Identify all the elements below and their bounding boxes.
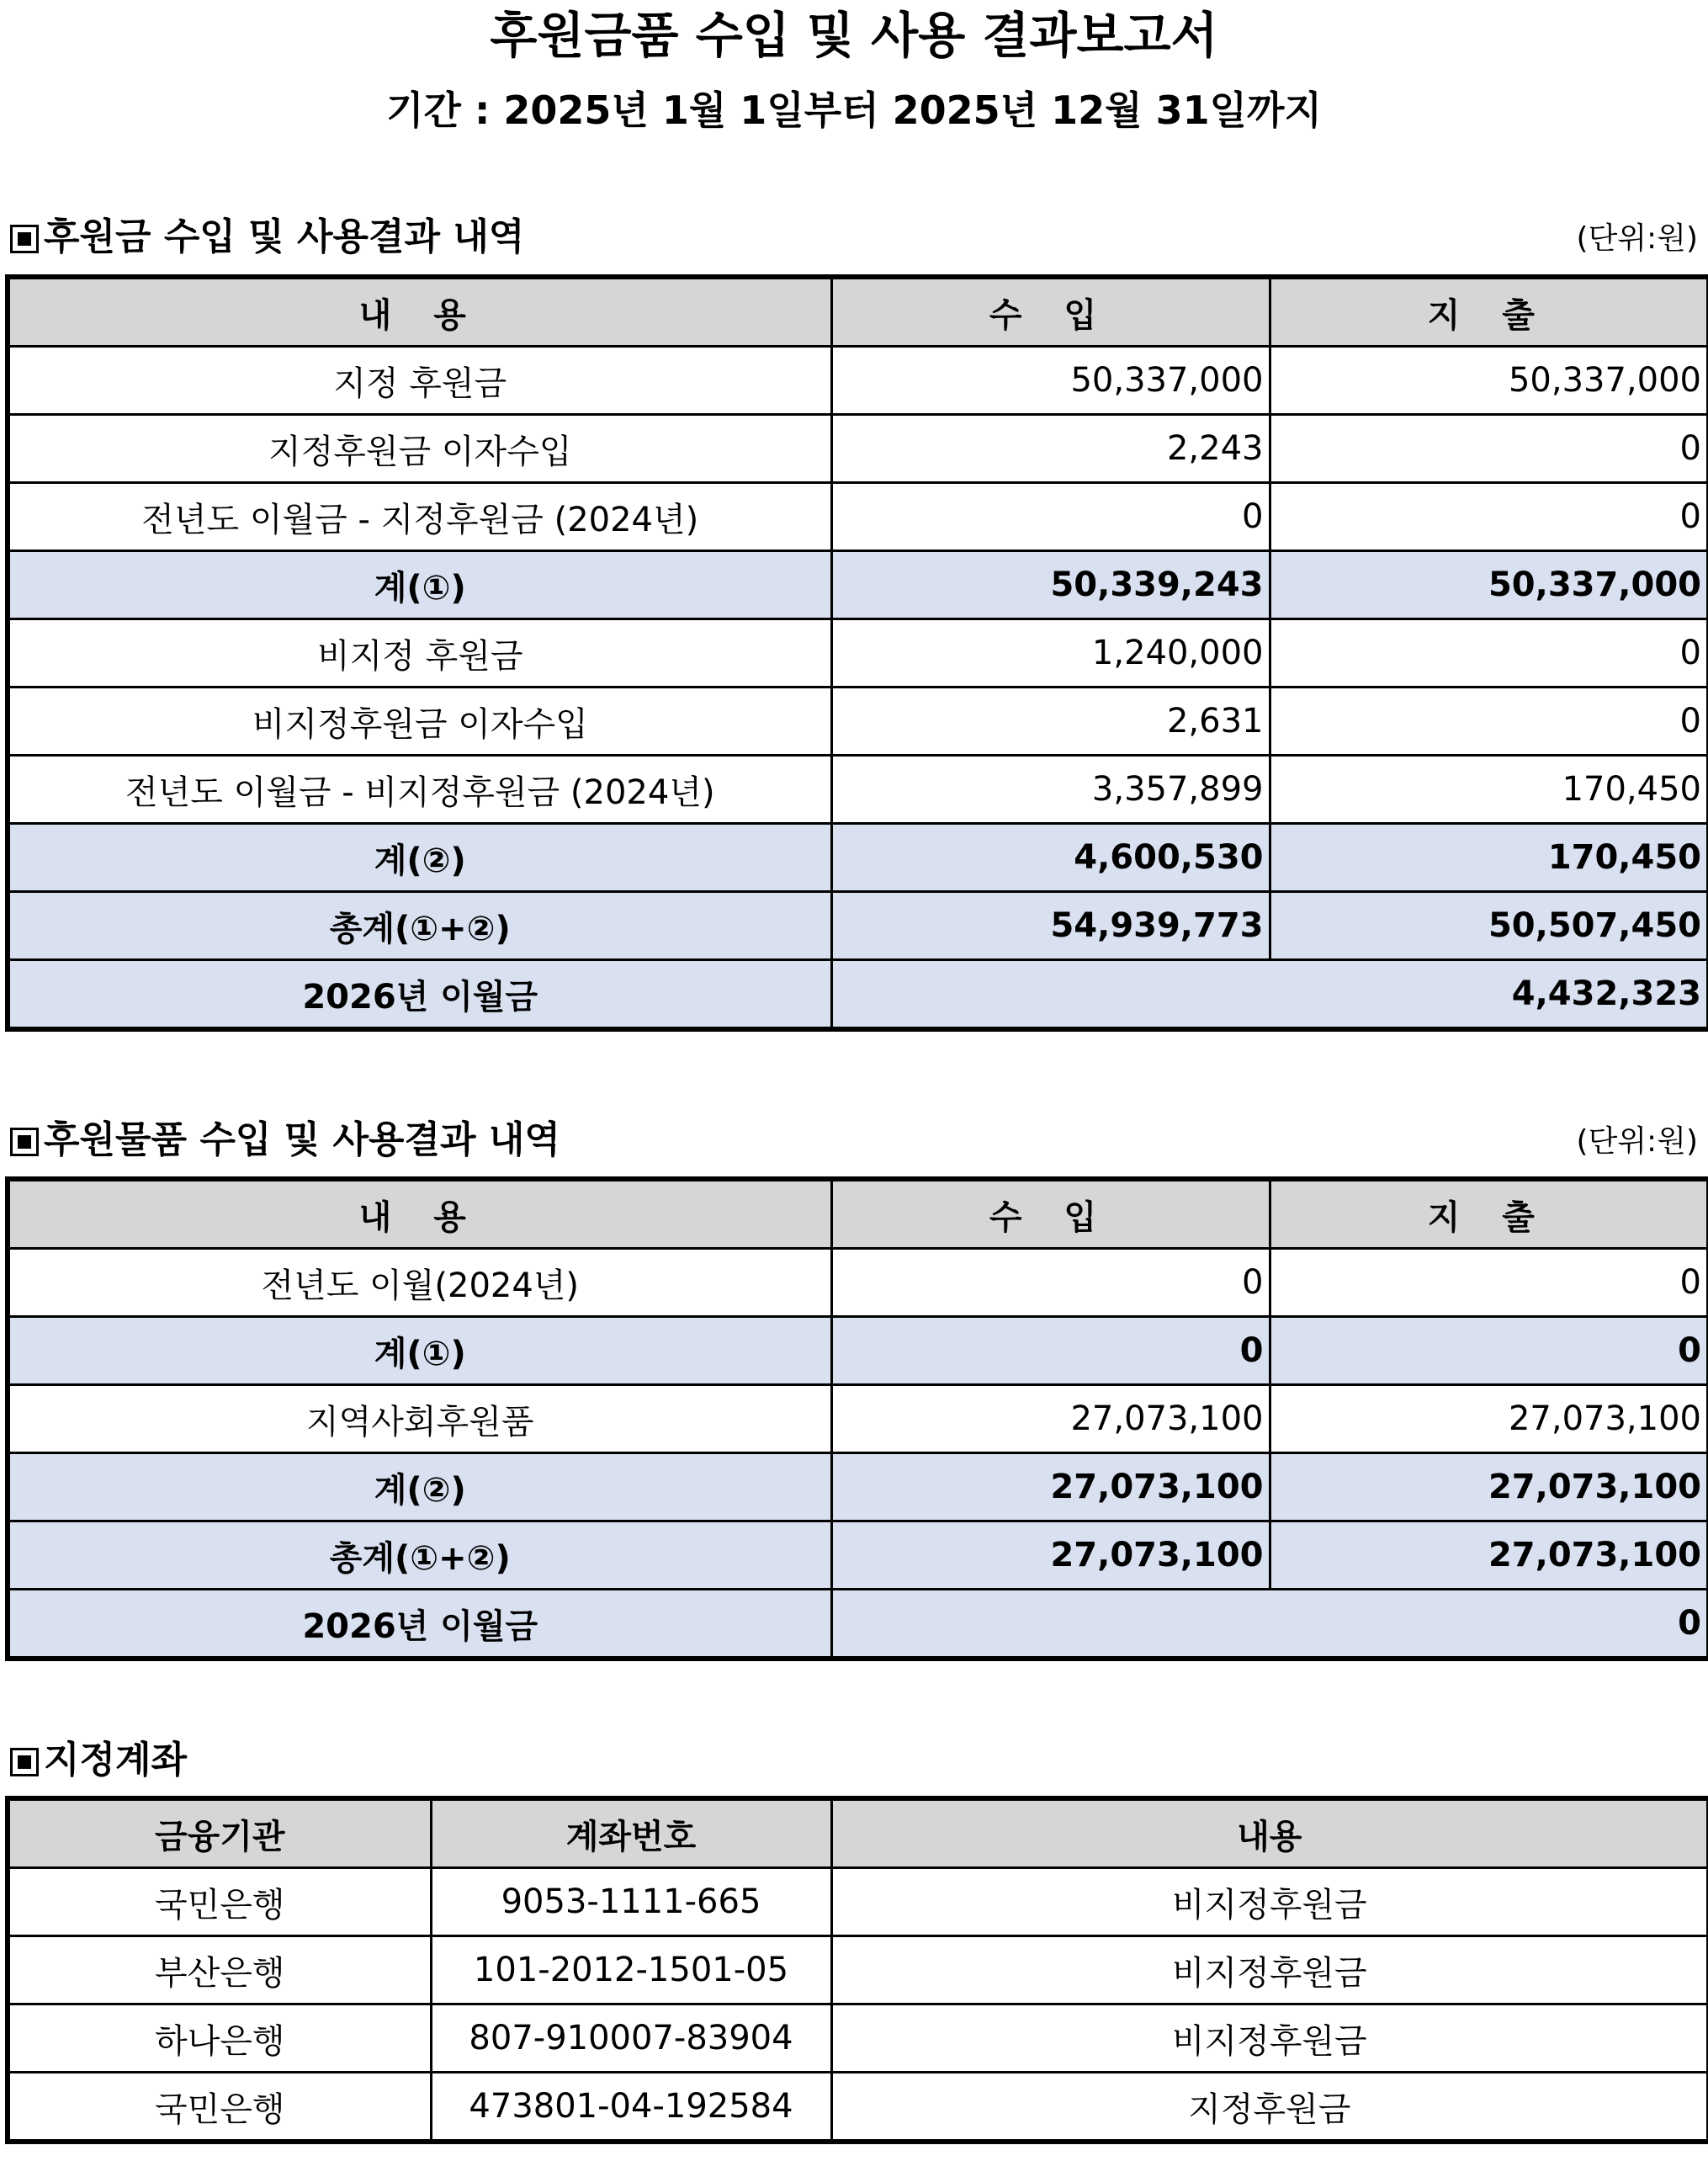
money-header-row (8, 277, 1708, 347)
account-number: 807-910007-83904 (431, 2004, 831, 2073)
table-row (8, 1385, 1708, 1453)
table-row (8, 347, 1708, 415)
row-income: 4,600,530 (831, 824, 1270, 892)
square-bullet-icon (10, 1748, 39, 1776)
row-label: 계(②) (8, 824, 831, 892)
table-row (8, 2004, 1708, 2073)
carryover-value: 4,432,323 (831, 960, 1708, 1030)
money-table (5, 274, 1708, 1032)
money-header-expense: 지 출 (1270, 277, 1708, 347)
row-income: 3,357,899 (831, 756, 1270, 824)
row-expense: 0 (1270, 619, 1708, 688)
row-expense: 50,337,000 (1270, 347, 1708, 415)
account-bank: 하나은행 (8, 2004, 431, 2073)
account-bank: 국민은행 (8, 2073, 431, 2142)
row-expense: 50,507,450 (1270, 892, 1708, 960)
accounts-header-number: 계좌번호 (431, 1798, 831, 1868)
row-income: 0 (831, 1249, 1270, 1317)
accounts-table (5, 1796, 1708, 2144)
table-row (8, 2073, 1708, 2142)
table-row (8, 1936, 1708, 2004)
total-row (8, 1521, 1708, 1590)
money-header-income: 수 입 (831, 277, 1270, 347)
subtotal-row (8, 1453, 1708, 1521)
row-label: 지정후원금 이자수입 (8, 415, 831, 483)
account-content: 지정후원금 (831, 2073, 1708, 2142)
row-income: 2,243 (831, 415, 1270, 483)
row-label: 총계(①+②) (8, 1521, 831, 1590)
row-expense: 27,073,100 (1270, 1385, 1708, 1453)
row-label: 계(①) (8, 1317, 831, 1385)
table-row (8, 756, 1708, 824)
goods-header-row (8, 1179, 1708, 1249)
subtotal-row (8, 1317, 1708, 1385)
carryover-label: 2026년 이월금 (8, 960, 831, 1030)
carryover-label: 2026년 이월금 (8, 1590, 831, 1659)
report-period: 기간 : 2025년 1월 1일부터 2025년 12월 31일까지 (386, 88, 1322, 133)
accounts-header-bank: 금융기관 (8, 1798, 431, 1868)
row-income: 54,939,773 (831, 892, 1270, 960)
money-header-content: 내 용 (8, 277, 831, 347)
row-expense: 0 (1270, 1249, 1708, 1317)
table-row (8, 1249, 1708, 1317)
row-expense: 50,337,000 (1270, 551, 1708, 619)
row-expense: 0 (1270, 1317, 1708, 1385)
row-income: 27,073,100 (831, 1453, 1270, 1521)
account-number: 101-2012-1501-05 (431, 1936, 831, 2004)
row-expense: 0 (1270, 688, 1708, 756)
row-income: 27,073,100 (831, 1521, 1270, 1590)
row-income: 50,337,000 (831, 347, 1270, 415)
account-number: 473801-04-192584 (431, 2073, 831, 2142)
row-income: 0 (831, 1317, 1270, 1385)
table-row (8, 688, 1708, 756)
row-income: 27,073,100 (831, 1385, 1270, 1453)
row-label: 계(①) (8, 551, 831, 619)
money-section-heading (10, 212, 524, 263)
accounts-header-row (8, 1798, 1708, 1868)
table-row (8, 483, 1708, 551)
row-expense: 27,073,100 (1270, 1453, 1708, 1521)
row-label: 비지정 후원금 (8, 619, 831, 688)
row-label: 지정 후원금 (8, 347, 831, 415)
account-number: 9053-1111-665 (431, 1868, 831, 1936)
account-bank: 국민은행 (8, 1868, 431, 1936)
goods-header-content: 내 용 (8, 1179, 831, 1249)
row-income: 1,240,000 (831, 619, 1270, 688)
row-income: 50,339,243 (831, 551, 1270, 619)
accounts-section-heading (10, 1735, 187, 1786)
row-expense: 0 (1270, 415, 1708, 483)
carryover-value: 0 (831, 1590, 1708, 1659)
goods-section-heading (10, 1115, 560, 1165)
accounts-header-content: 내용 (831, 1798, 1708, 1868)
carryover-row (8, 1590, 1708, 1659)
account-content: 비지정후원금 (831, 1936, 1708, 2004)
subtotal-row (8, 824, 1708, 892)
money-unit-label: (단위:원) (1576, 221, 1698, 256)
money-heading-text: 후원금 수입 및 사용결과 내역 (44, 215, 525, 258)
goods-heading-text: 후원물품 수입 및 사용결과 내역 (44, 1118, 560, 1161)
table-row (8, 619, 1708, 688)
table-row (8, 415, 1708, 483)
row-label: 비지정후원금 이자수입 (8, 688, 831, 756)
row-income: 0 (831, 483, 1270, 551)
goods-header-income: 수 입 (831, 1179, 1270, 1249)
square-bullet-icon (10, 1128, 39, 1156)
accounts-heading-text: 지정계좌 (44, 1739, 188, 1781)
row-expense: 170,450 (1270, 824, 1708, 892)
total-row (8, 892, 1708, 960)
report-title: 후원금품 수입 및 사용 결과보고서 (490, 7, 1218, 64)
row-expense: 170,450 (1270, 756, 1708, 824)
row-label: 전년도 이월금 - 지정후원금 (2024년) (8, 483, 831, 551)
row-label: 총계(①+②) (8, 892, 831, 960)
row-income: 2,631 (831, 688, 1270, 756)
table-row (8, 1868, 1708, 1936)
row-label: 전년도 이월금 - 비지정후원금 (2024년) (8, 756, 831, 824)
row-expense: 27,073,100 (1270, 1521, 1708, 1590)
row-label: 전년도 이월(2024년) (8, 1249, 831, 1317)
row-label: 지역사회후원품 (8, 1385, 831, 1453)
goods-table (5, 1176, 1708, 1661)
account-content: 비지정후원금 (831, 1868, 1708, 1936)
carryover-row (8, 960, 1708, 1030)
row-label: 계(②) (8, 1453, 831, 1521)
account-bank: 부산은행 (8, 1936, 431, 2004)
account-content: 비지정후원금 (831, 2004, 1708, 2073)
square-bullet-icon (10, 225, 39, 253)
goods-header-expense: 지 출 (1270, 1179, 1708, 1249)
goods-unit-label: (단위:원) (1576, 1124, 1698, 1159)
row-expense: 0 (1270, 483, 1708, 551)
subtotal-row (8, 551, 1708, 619)
